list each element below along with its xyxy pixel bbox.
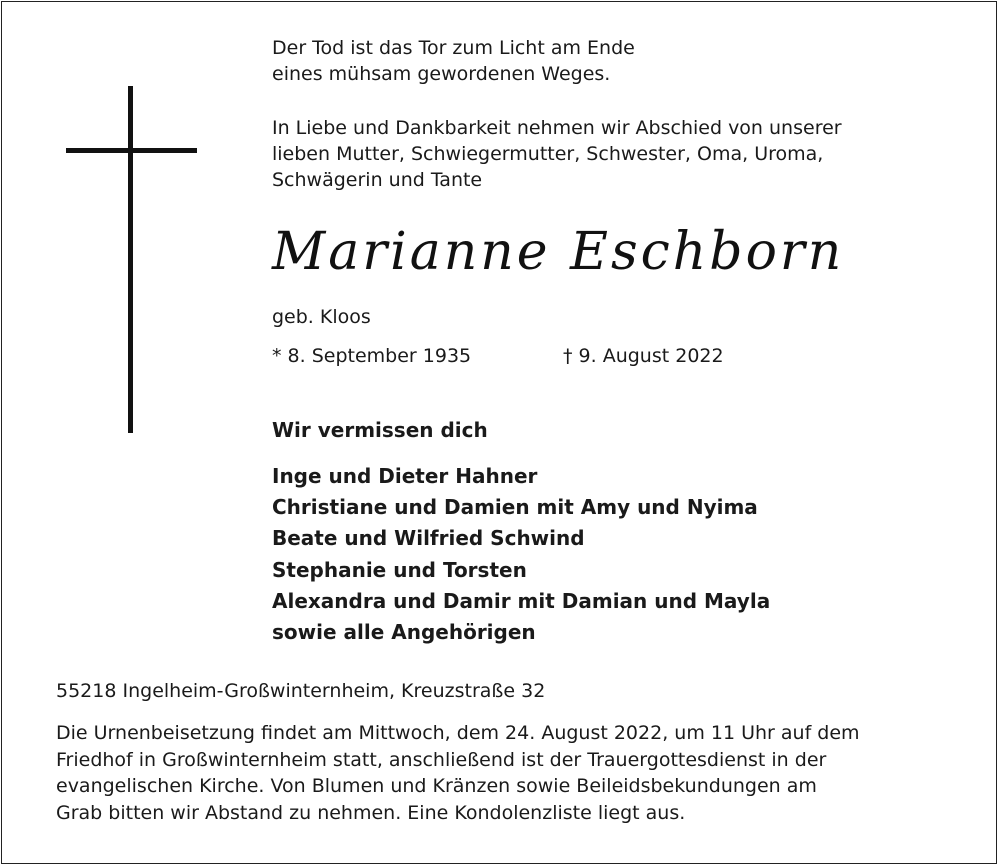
family-member: Stephanie und Torsten (272, 557, 527, 582)
address: 55218 Ingelheim-Großwinternheim, Kreuzstraße 32 (56, 680, 546, 702)
funeral-line: Die Urnenbeisetzung findet am Mittwoch, dem 24. August 2022, um 11 Uhr auf dem (56, 722, 860, 744)
funeral-info (56, 720, 860, 826)
verse-line: eines mühsam gewordenen Weges. (272, 63, 611, 86)
family-member: Inge und Dieter Hahner (272, 464, 538, 488)
verse-line: Der Tod ist das Tor zum Licht am Ende (272, 37, 635, 59)
deceased-name: Marianne Eschborn (272, 222, 845, 282)
family-member: Alexandra und Damir mit Damian und Mayla (272, 588, 771, 613)
family-member: sowie alle Angehörigen (272, 619, 536, 644)
family-member: Christiane und Damien mit Amy und Nyima (272, 495, 758, 520)
funeral-line: Friedhof in Großwinternheim statt, anschließend ist der Trauergottesdienst in der (56, 748, 827, 771)
death-date: † 9. August 2022 (563, 345, 724, 367)
cross-vertical-bar (128, 86, 133, 433)
birth-date: * 8. September 1935 (272, 345, 472, 367)
miss-line: Wir vermissen dich (272, 418, 488, 442)
funeral-line: Grab bitten wir Abstand zu nehmen. Eine Kondolenzliste liegt aus. (56, 801, 686, 824)
intro-text (272, 115, 842, 194)
family-list (272, 461, 770, 648)
family-member: Beate und Wilfried Schwind (272, 526, 585, 551)
maiden-name: geb. Kloos (272, 306, 371, 328)
funeral-line: evangelischen Kirche. Von Blumen und Kränzen sowie Beileidsbekundungen am (56, 775, 817, 798)
intro-line: In Liebe und Dankbarkeit nehmen wir Abschied von unserer (272, 117, 842, 139)
verse (272, 35, 635, 87)
cross-horizontal-bar (66, 148, 197, 153)
intro-line: lieben Mutter, Schwiegermutter, Schwester, Oma, Uroma, (272, 143, 824, 166)
intro-line: Schwägerin und Tante (272, 169, 483, 192)
